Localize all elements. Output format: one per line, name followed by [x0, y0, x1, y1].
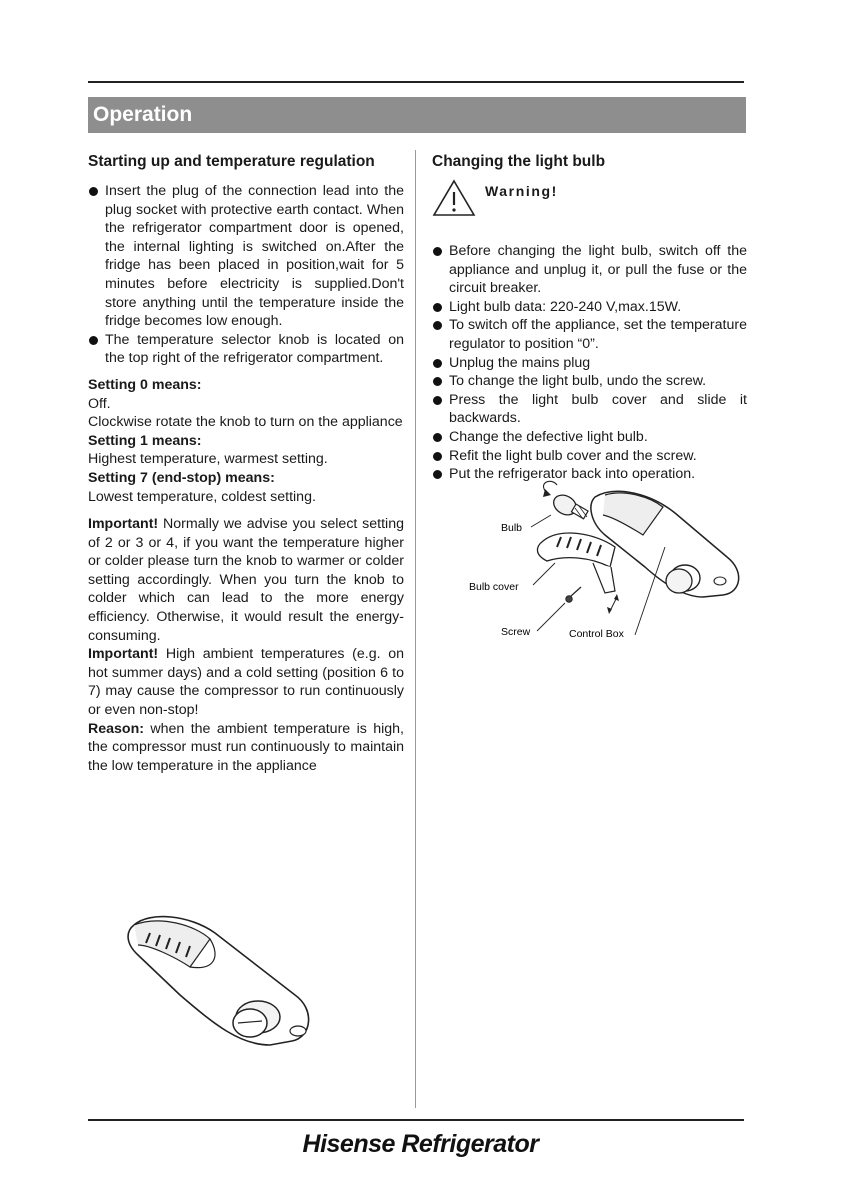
list-item: Insert the plug of the connection lead into the plug socket with protective earth contact. When the refrigerator compartment door is opened, the internal lighting is switched on.After the fridge has been placed in position,wait for 5 minutes before electricity is supplied.Don't store anything until the temperature inside the fridge becomes low enough.	[88, 182, 404, 331]
list-item: Light bulb data: 220-240 V,max.15W.	[432, 298, 747, 317]
setting-7-text: Lowest temperature, coldest setting.	[88, 488, 316, 505]
important-label: Important!	[88, 646, 159, 663]
warning-triangle-icon	[432, 178, 476, 218]
startup-heading: Starting up and temperature regulation	[88, 153, 375, 170]
list-item: Put the refrigerator back into operation.	[432, 465, 747, 484]
reason-text: when the ambient temperature is high, the compressor must run continuously to maintain the low temperature in the appliance	[88, 720, 404, 774]
top-rule	[88, 81, 744, 83]
setting-7-label: Setting 7 (end-stop) means:	[88, 469, 275, 486]
light-bulb-bullet-list	[432, 242, 747, 484]
list-item: To switch off the appliance, set the temperature regulator to position “0”.	[432, 316, 747, 353]
bulb-icon	[550, 491, 588, 519]
section-title-banner	[88, 97, 746, 133]
left-column	[88, 152, 404, 775]
reason-label: Reason:	[88, 720, 144, 737]
setting-0-text: Off.	[88, 395, 111, 412]
bulb-replacement-illustration	[465, 475, 750, 650]
right-column	[432, 152, 747, 484]
important-text: High ambient temperatures (e.g. on hot summer days) and a cold setting (position 6 to 7) may cause the compressor to run continuously or even non-stop!	[88, 646, 404, 719]
control-box-illustration	[120, 905, 320, 1055]
light-bulb-heading: Changing the light bulb	[432, 153, 606, 170]
list-item: The temperature selector knob is located on the top right of the refrigerator compartment.	[88, 331, 404, 368]
setting-0-label: Setting 0 means:	[88, 376, 202, 393]
startup-bullet-list	[88, 182, 404, 368]
list-item: Change the defective light bulb.	[432, 428, 747, 447]
notes-block	[88, 515, 404, 775]
bulb-replacement-figure	[465, 475, 750, 655]
settings-block	[88, 376, 404, 506]
list-item: Press the light bulb cover and slide it backwards.	[432, 391, 747, 428]
important-label: Important!	[88, 516, 159, 533]
important-text: Normally we advise you select setting of 2 or 3 or 4, if you want the temperature higher or colder please turn the knob to warmer or colder setting accordingly. When you turn the knob to colder which can lead to the more energy efficiency. Otherwise, it would result the energy-consuming.	[88, 516, 404, 644]
control-box-label: Control Box	[569, 628, 624, 640]
bulb-cover-label: Bulb cover	[469, 581, 519, 593]
setting-0-detail: Clockwise rotate the knob to turn on the appliance	[88, 414, 403, 431]
screw-label: Screw	[501, 626, 531, 638]
column-divider	[415, 150, 416, 1108]
list-item: Refit the light bulb cover and the screw.	[432, 447, 747, 466]
warning-row	[432, 176, 747, 234]
bottom-rule	[88, 1119, 744, 1121]
section-title: Operation	[93, 103, 193, 126]
list-item: Unplug the mains plug	[432, 354, 747, 373]
footer-brand: Hisense Refrigerator	[302, 1130, 539, 1158]
list-item: Before changing the light bulb, switch off the appliance and unplug it, or pull the fuse or the circuit breaker.	[432, 242, 747, 298]
control-box-figure	[120, 905, 320, 1060]
list-item: To change the light bulb, undo the screw.	[432, 372, 747, 391]
screw-icon	[566, 587, 581, 602]
bulb-cover-shape	[537, 533, 615, 593]
setting-1-label: Setting 1 means:	[88, 432, 202, 449]
bulb-label: Bulb	[501, 522, 523, 534]
setting-1-text: Highest temperature, warmest setting.	[88, 451, 328, 468]
warning-label: Warning!	[485, 183, 558, 199]
